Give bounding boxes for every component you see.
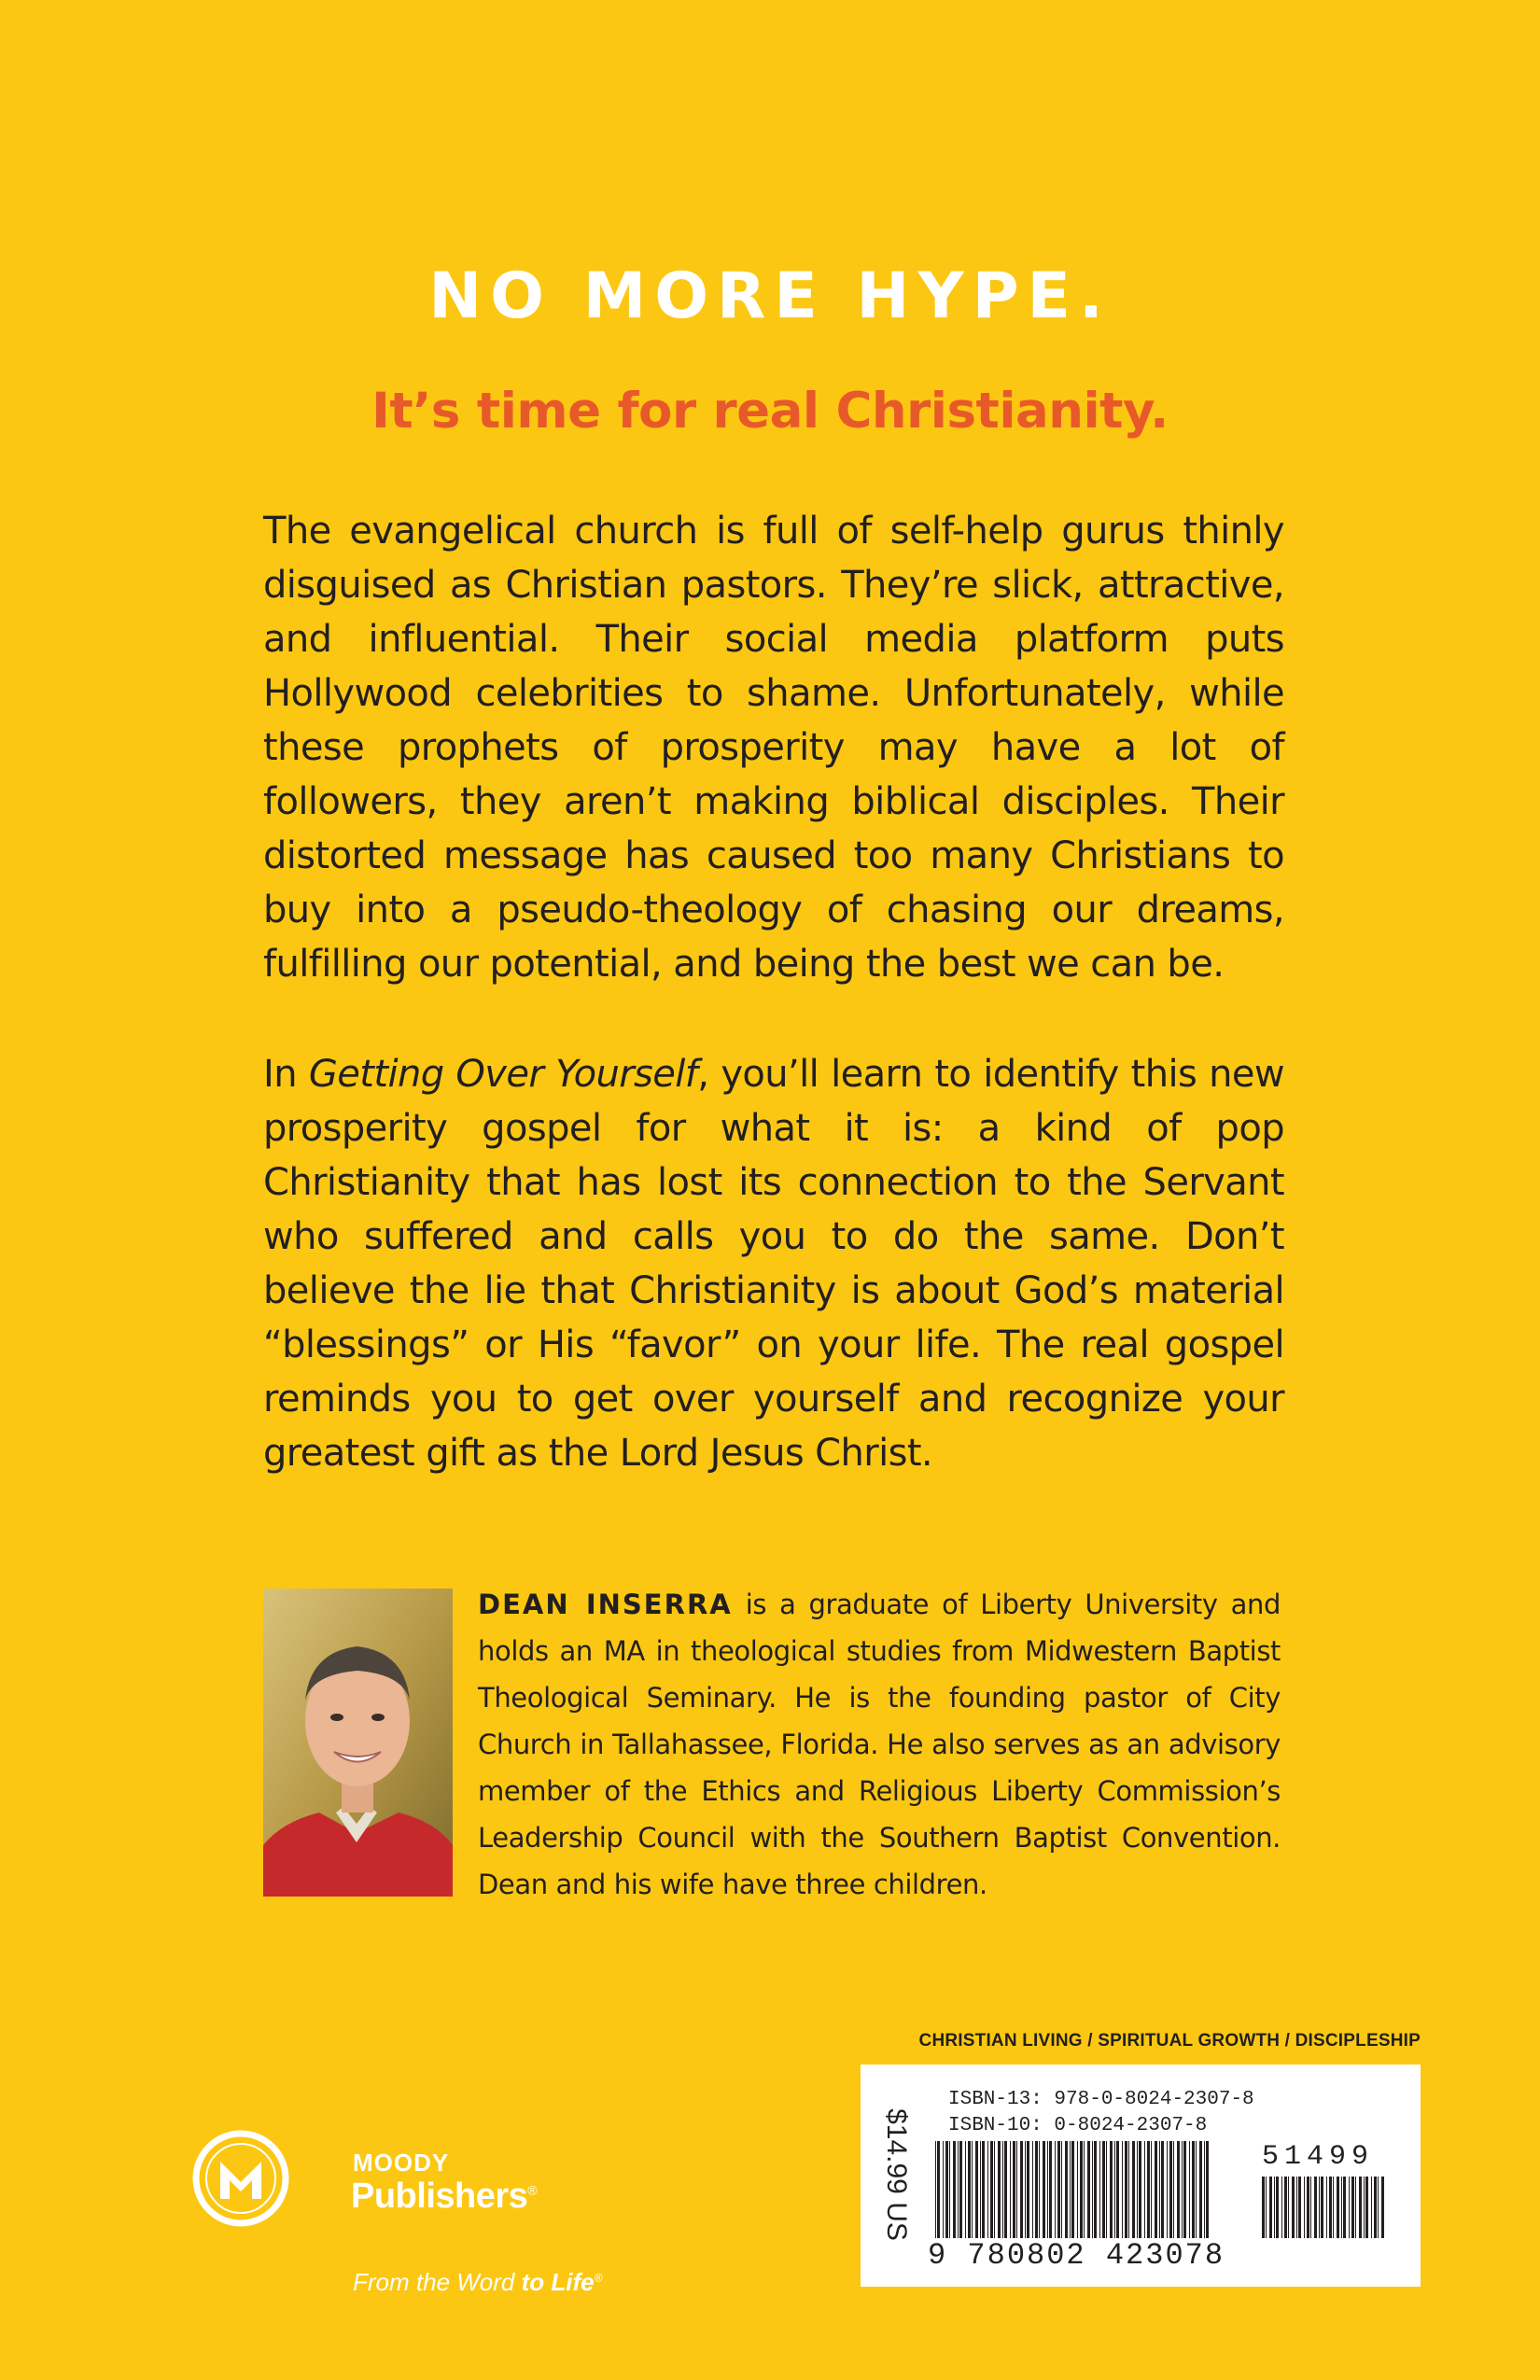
barcode-addon-number: 51499 [1262,2141,1375,2173]
isbn-13: ISBN-13: 978-0-8024-2307-8 [948,2089,1254,2110]
barcode-addon-bar [1292,2177,1295,2238]
barcode-main-bar [1173,2141,1174,2238]
barcode-main-bar [1094,2141,1097,2238]
registered-mark: ® [527,2182,538,2198]
moody-logo-icon [192,2130,289,2227]
barcode-main-bar [1010,2141,1011,2238]
barcode-main-bar [1061,2141,1062,2238]
barcode-addon-bar [1381,2177,1384,2238]
barcode-main-bar [958,2141,959,2238]
barcode-main-bar [1161,2141,1164,2238]
barcode-main-bar [965,2141,966,2238]
barcode-main-bar [1087,2141,1090,2238]
barcode-main-bar [1071,2141,1074,2238]
barcode-main-bar [1077,2141,1078,2238]
barcode-addon-bar [1378,2177,1379,2238]
barcode-addon-bar [1281,2177,1282,2238]
barcode-main-bar [1032,2141,1033,2238]
barcode-addon-bar [1262,2177,1265,2238]
barcode-addon-bar [1284,2177,1287,2238]
barcode-main-bar [1070,2141,1071,2238]
barcode-main-bar [1206,2141,1209,2238]
paragraph-2-prefix: In [263,1053,309,1096]
barcode-main-bar [1039,2141,1040,2238]
barcode-main-bar [1137,2141,1138,2238]
barcode-main-bar [1196,2141,1197,2238]
barcode-addon-bar [1321,2177,1323,2238]
barcode-addon-bar [1343,2177,1346,2238]
barcode-addon-bar [1337,2177,1339,2238]
barcode-addon-bar [1333,2177,1334,2238]
barcode-main-bar [1057,2141,1060,2238]
barcode-addon-bar [1329,2177,1332,2238]
author-bio-text: is a graduate of Liberty University and holds an MA in theological studies from Midwestern Baptist Theological Seminary. He is the founding pastor of City Church in Tallahassee, Florida. He also serves as an advisory member of the Ethics and Religious Liberty Commission’s Leadership Council with the Southern Baptist Convention. Dean and his wife have three children. [478,1589,1281,1900]
isbn-10: ISBN-10: 0-8024-2307-8 [948,2115,1208,2136]
barcode-main-bar [980,2141,981,2238]
barcode-main-bar [1084,2141,1085,2238]
barcode-main-bar [1199,2141,1202,2238]
barcode-main-bar [1139,2141,1141,2238]
barcode-main-bar [987,2141,988,2238]
barcode-main-bar [1025,2141,1026,2238]
barcode-addon-bar [1296,2177,1297,2238]
description-paragraph-1: The evangelical church is full of self-help gurus thinly disguised as Christian pastors. They’re slick, attractive, and influential. Their social media platform puts Hollywood celebrities to shame. Unfortunately, while these prophets of prosperity may have a lot of followers, they aren’t making biblical disciples. Their distorted message has caused too many Christians to buy into a pseudo-theology of chasing our dreams, fulfilling our potential, and being the best we can be. [263,510,1284,986]
price-text: $14.99 US [881,2108,912,2241]
barcode-main-bar [949,2141,950,2238]
barcode-main-bar [1055,2141,1056,2238]
barcode-main-bar [998,2141,1001,2238]
barcode-main-bar [943,2141,944,2238]
barcode-addon-bar [1288,2177,1289,2238]
barcode-addon-bar [1355,2177,1356,2238]
publisher-tagline [353,2268,602,2297]
barcode-main-bar [982,2141,985,2238]
barcode-addon-bar [1364,2177,1365,2238]
barcode-main-bar [935,2141,936,2238]
barcode-main-bar [1020,2141,1023,2238]
barcode-main-bar [1106,2141,1107,2238]
barcode-main-bar [1092,2141,1093,2238]
barcode-main-bar [1128,2141,1129,2238]
barcode-main-bar [1080,2141,1083,2238]
tagline-registered-mark: ® [594,2271,603,2285]
barcode-main-bar [1027,2141,1029,2238]
barcode-main-bar [1177,2141,1180,2238]
barcode-main-bar [1132,2141,1135,2238]
book-title: Getting Over Yourself [308,1053,698,1096]
subheadline: It’s time for real Christianity. [371,383,1169,440]
barcode-addon-bars [1260,2177,1389,2242]
barcode-main-bar [1167,2141,1168,2238]
barcode-main-bar [1016,2141,1017,2238]
publisher-name-text: Publishers [351,2177,528,2216]
barcode-digits: 9 780802 423078 [928,2238,1225,2273]
barcode-main-bar [1049,2141,1052,2238]
barcode-main-bar [1099,2141,1100,2238]
barcode-addon-bar [1326,2177,1327,2238]
barcode-addon-bar [1314,2177,1317,2238]
barcode-main-bar [937,2141,940,2238]
barcode-main-bar [1013,2141,1015,2238]
publisher-name-line-2 [351,2177,537,2217]
barcode-main-bar [1035,2141,1038,2238]
barcode-addon-bar [1266,2177,1267,2238]
barcode-main-bar [1147,2141,1150,2238]
barcode-main-bar [1110,2141,1113,2238]
barcode-main-bar [1169,2141,1172,2238]
barcode-addon-bar [1365,2177,1368,2238]
barcode-main-bar [1192,2141,1195,2238]
barcode-main-bar [945,2141,948,2238]
tagline-emphasis: to Life [521,2268,595,2296]
barcode-addon-bar [1371,2177,1372,2238]
barcode-addon-bar [1374,2177,1377,2238]
barcode-main-bar [990,2141,993,2238]
barcode-main-bar [1144,2141,1145,2238]
barcode-main-bar [1116,2141,1119,2238]
description-paragraph-2 [263,1047,1284,1480]
barcode-main-bar [959,2141,962,2238]
barcode-main-bar [1065,2141,1068,2238]
barcode-addon-bar [1349,2177,1350,2238]
barcode-main-bar [1204,2141,1205,2238]
author-photo [263,1589,453,1897]
barcode-main-bar [994,2141,995,2238]
category-label: CHRISTIAN LIVING / SPIRITUAL GROWTH / DISCIPLESHIP [918,2031,1421,2051]
barcode-addon-bar [1307,2177,1309,2238]
barcode-main-bar [1043,2141,1045,2238]
barcode-addon-bar [1341,2177,1342,2238]
barcode-main-bar [1102,2141,1105,2238]
barcode-main-bar [1002,2141,1003,2238]
author-name: DEAN INSERRA [478,1589,733,1620]
paragraph-2-text: , you’ll learn to identify this new prosperity gospel for what it is: a kind of pop Christianity that has lost its connection to the Servant who suffered and calls you to do the same. Don’t believe the lie that Christianity is about God’s material “blessings” or His “favor” on your life. The real gospel reminds you to get over yourself and recognize your greatest gift as the Lord Jesus Christ. [263,1053,1284,1475]
barcode-main-bar [972,2141,973,2238]
barcode-main-bar [1004,2141,1007,2238]
publisher-name-line-1: MOODY [353,2149,450,2177]
price [877,2074,915,2275]
headline: NO MORE HYPE. [428,259,1112,333]
barcode-main-bar [953,2141,956,2238]
barcode-addon-bar [1269,2177,1272,2238]
barcode-main-bar [1189,2141,1190,2238]
barcode-addon-bar [1274,2177,1275,2238]
barcode-main-bar [1155,2141,1157,2238]
barcode-main-bar [1122,2141,1123,2238]
barcode-main-bar [1183,2141,1186,2238]
barcode-addon-bar [1359,2177,1362,2238]
barcode-main-bar [975,2141,978,2238]
barcode-addon-bar [1276,2177,1279,2238]
tagline-prefix: From the Word [353,2268,522,2296]
barcode-main-bar [1182,2141,1183,2238]
barcode-addon-bar [1319,2177,1320,2238]
barcode-addon-bar [1298,2177,1301,2238]
barcode-main-bar [1151,2141,1152,2238]
barcode-main-bar [1047,2141,1048,2238]
barcode-main-bar [1114,2141,1115,2238]
barcode-addon-bar [1351,2177,1354,2238]
barcode-main-bar [968,2141,971,2238]
barcode-main-bars [933,2141,1213,2242]
barcode-addon-bar [1310,2177,1311,2238]
barcode-main-bar [1125,2141,1127,2238]
barcode-addon-bar [1304,2177,1305,2238]
barcode-main-bar [1159,2141,1160,2238]
author-bio [478,1581,1281,1908]
